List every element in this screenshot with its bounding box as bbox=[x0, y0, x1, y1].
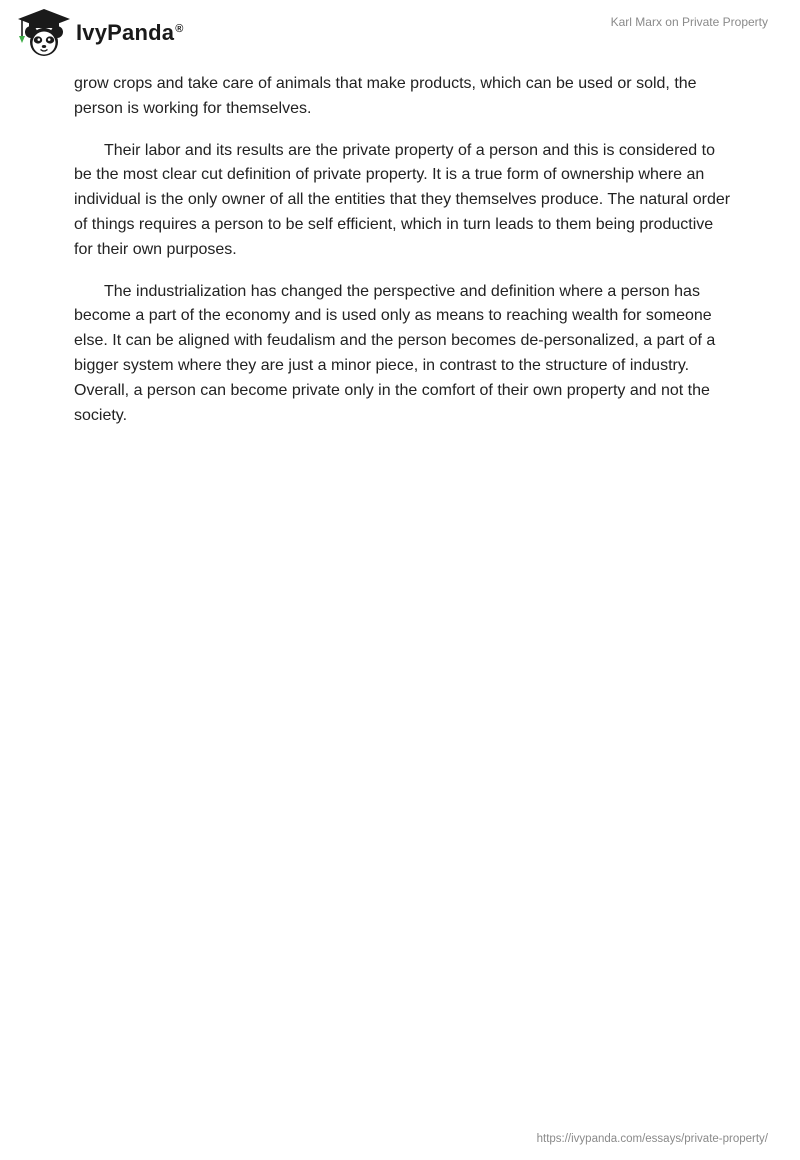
paragraph: Their labor and its results are the private property of a person and this is considered to be the most clear cut definition of private property. It is a true form of ownership where an individual is the only owner of all the entities that they themselves produce. The natural order of things requires a person to be self efficient, which in turn leads to them being productive for their own purposes. bbox=[74, 141, 731, 258]
document-title: Karl Marx on Private Property bbox=[610, 15, 768, 29]
page-header bbox=[0, 0, 800, 64]
footer-url-link[interactable]: https://ivypanda.com/essays/private-property/ bbox=[536, 1133, 768, 1145]
panda-graduate-icon bbox=[16, 8, 72, 58]
registered-mark: ® bbox=[175, 22, 184, 35]
brand-logo[interactable] bbox=[16, 8, 184, 58]
paragraph: The industrialization has changed the perspective and definition where a person has become a part of the economy and is used only as means to reaching wealth for someone else. It can be aligned with feudalism and the person becomes de-personalized, a part of a bigger system where they are just a minor piece, in contrast to the structure of industry. Overall, a person can become private only in the comfort of their own property and not the society. bbox=[74, 282, 716, 424]
paragraph: grow crops and take care of animals that make products, which can be used or sold, the person is working for themselves. bbox=[74, 75, 697, 117]
brand-name: IvyPanda® bbox=[76, 20, 184, 45]
essay-body bbox=[74, 72, 734, 445]
